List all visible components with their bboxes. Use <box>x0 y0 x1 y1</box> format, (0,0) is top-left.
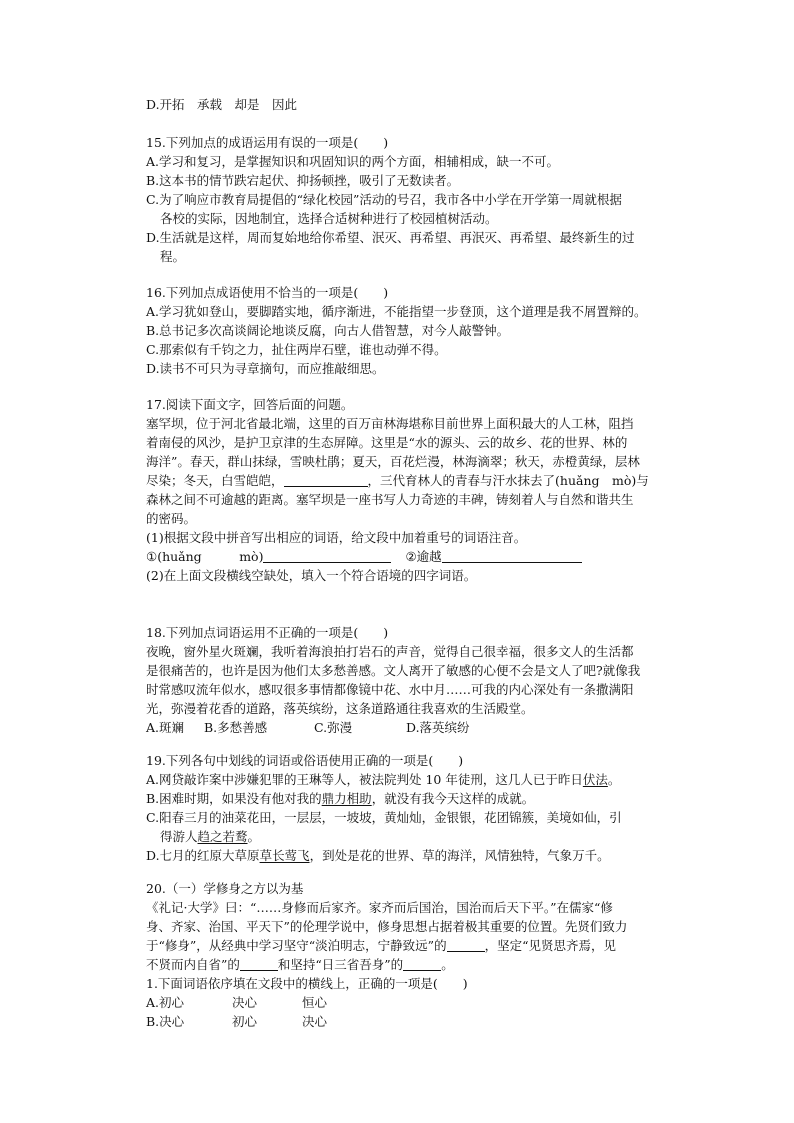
section-heading: 20.（一）学修身之方以为基 <box>146 881 304 896</box>
passage-line: 的密码。 <box>146 511 197 526</box>
passage-line: 夜晚，窗外星火斑斓，我听着海浪拍打岩石的声音，觉得自己很幸福，很多文人的生活都 <box>146 644 634 659</box>
underlined-phrase: 鼎力相助 <box>321 791 372 806</box>
option-d: D.读书不可只为寻章摘句，而应推敲细思。 <box>146 361 385 376</box>
passage-line: 身、齐家、治国、平天下”的伦理学说中，修身思想占据着极其重要的位置。先贤们致力 <box>146 919 628 934</box>
passage-line: 海洋”。春天，群山抹绿，雪映杜鹃；夏天，百花烂漫，林海滴翠；秋天，赤橙黄绿，层林 <box>146 454 640 469</box>
question-16 <box>146 283 706 378</box>
passage-line: 着南侵的风沙，是护卫京津的生态屏障。这里是“水的源头、云的故乡、花的世界、林的 <box>146 435 628 450</box>
question-19 <box>146 751 706 865</box>
passage-line: 《礼记·大学》曰：“……身修而后家齐。家齐而后国治，国治而后天下平。”在儒家“修 <box>146 900 613 915</box>
option-d: D.生活就是这样，周而复始地给你希望、泯灭、再希望、再泯灭、再希望、最终新生的过 <box>146 230 635 245</box>
passage-text: 和坚持“日三省吾身”的 <box>277 957 404 972</box>
option-c: C.那索似有千钧之力，扯住两岸石壁，谁也动弹不得。 <box>146 342 447 357</box>
option-a: A.学习犹如登山，要脚踏实地，循序渐进，不能指望一步登顶，这个道理是我不屑置辩的。 <box>146 304 647 319</box>
question-stem: 19.下列各句中划线的词语或俗语使用正确的一项是( ) <box>146 753 464 768</box>
question-stem: 18.下列加点词语运用不正确的一项是( ) <box>146 625 389 640</box>
passage-text: ，三代育林人的青春与汗水抹去了(huǎng mò)与 <box>367 473 649 488</box>
options-row <box>146 718 706 737</box>
option-c: C.弥漫 <box>314 720 353 735</box>
answer-line <box>146 547 706 566</box>
option-a: A.学习和复习，是掌握知识和巩固知识的两个方面，相辅相成，缺一不可。 <box>146 154 560 169</box>
option-word: A.初心 <box>146 995 185 1010</box>
answer-blank <box>263 549 391 563</box>
passage-line: 是很痛苦的，也许是因为他们太多愁善感。文人离开了敏感的心便不会是文人了吧?就像我 <box>146 663 641 678</box>
passage-line: 塞罕坝，位于河北省最北端，这里的百万亩林海堪称目前世界上面积最大的人工林，阻挡 <box>146 416 634 431</box>
passage-line: 光，弥漫着花香的道路，落英缤纷，这条道路通往我喜欢的生活殿堂。 <box>146 701 534 716</box>
option-b: B.总书记多次高谈阔论地谈反腐，向古人借智慧，对今人敲警钟。 <box>146 323 510 338</box>
option-text: ，到处是花的世界、草的海洋，风情独特，气象万千。 <box>309 848 610 863</box>
option-word: B.决心 <box>146 1014 185 1029</box>
option-word: 恒心 <box>302 995 328 1010</box>
question-stem: 15.下列加点的成语运用有误的一项是( ) <box>146 135 389 150</box>
option-c: C.为了响应市教育局提倡的“绿化校园”活动的号召，我市各中小学在开学第一周就根据 <box>146 192 622 207</box>
option-d: D.落英缤纷 <box>406 720 470 735</box>
option-text: 。 <box>607 772 621 787</box>
underlined-phrase: 草长莺飞 <box>259 848 310 863</box>
option-text: B.困难时期，如果没有他对我的 <box>146 791 322 806</box>
fill-blank <box>240 957 278 971</box>
passage-text: ，坚定“见贤思齐焉，见 <box>484 938 616 953</box>
fill-blank <box>284 473 368 487</box>
option-a: A.斑斓 <box>146 720 185 735</box>
passage-line: 时常感叹流年似水，感叹很多事情都像镜中花、水中月……可我的内心深处有一条撒满阳 <box>146 682 634 697</box>
option-c-cont: 各校的实际，因地制宜，选择合适树种进行了校园植树活动。 <box>160 211 498 226</box>
fill-blank <box>447 938 485 952</box>
option-text: ，就没有我今天这样的成就。 <box>371 791 535 806</box>
option-c: C.阳春三月的油菜花田，一层层，一坡坡，黄灿灿，金银银，花团锦簇，美境如仙，引 <box>146 810 622 825</box>
passage-line <box>146 936 706 955</box>
sub-question-1: (1)根据文段中拼音写出相应的词语，给文段中加着重号的词语注音。 <box>146 530 527 545</box>
option-word: 决心 <box>302 1014 328 1029</box>
option-b <box>146 789 706 808</box>
option-d: D.开拓 承载 却是 因此 <box>146 97 298 112</box>
option-d <box>146 846 706 865</box>
passage-line <box>146 955 706 974</box>
passage-line: 森林之间不可逾越的距离。塞罕坝是一座书写人力奇迹的丰碑，铸刻着人与自然和谐共生 <box>146 492 634 507</box>
option-a <box>146 770 706 789</box>
pinyin-label: ①(huǎng mò) <box>146 549 264 564</box>
passage-text: 。 <box>441 957 454 972</box>
option-d-cont: 程。 <box>160 249 186 264</box>
option-word: 初心 <box>232 1014 258 1029</box>
sub-question-2: (2)在上面文段横线空缺处，填入一个符合语境的四字词语。 <box>146 568 477 583</box>
option-b: B.多愁善感 <box>204 720 268 735</box>
word-label: ②逾越 <box>405 549 442 564</box>
underlined-phrase: 伏法 <box>582 772 608 787</box>
passage-text: 不贤而内自省”的 <box>146 957 240 972</box>
passage-text: 于“修身”，从经典中学习坚守“淡泊明志，宁静致远”的 <box>146 938 447 953</box>
option-text: D.七月的红原大草原 <box>146 848 260 863</box>
passage-text: 尽染；冬天，白雪皑皑， <box>146 473 284 488</box>
option-word: 决心 <box>232 995 258 1010</box>
question-stem: 16.下列加点成语使用不恰当的一项是( ) <box>146 285 389 300</box>
option-text: 。 <box>247 829 261 844</box>
option-b <box>146 1012 706 1031</box>
option-text: A.网贷敲诈案中涉嫌犯罪的王琳等人，被法院判处 10 年徒刑，这几人已于昨日 <box>146 772 583 787</box>
option-a <box>146 993 706 1012</box>
passage-line <box>146 471 706 490</box>
question-18 <box>146 623 706 737</box>
question-15 <box>146 133 706 266</box>
option-text: 得游人 <box>160 829 198 844</box>
question-14-tail <box>146 95 706 114</box>
underlined-phrase: 趋之若鹜 <box>197 829 248 844</box>
sub-question: 1.下面词语依序填在文段中的横线上，正确的一项是( ) <box>146 976 468 991</box>
question-stem: 17.阅读下面文字，回答后面的问题。 <box>146 397 354 412</box>
fill-blank <box>403 957 441 971</box>
option-c-cont <box>146 827 706 846</box>
question-17 <box>146 395 706 585</box>
question-20 <box>146 879 706 1031</box>
option-b: B.这本书的情节跌宕起伏、抑扬顿挫，吸引了无数读者。 <box>146 173 460 188</box>
answer-blank <box>442 549 582 563</box>
